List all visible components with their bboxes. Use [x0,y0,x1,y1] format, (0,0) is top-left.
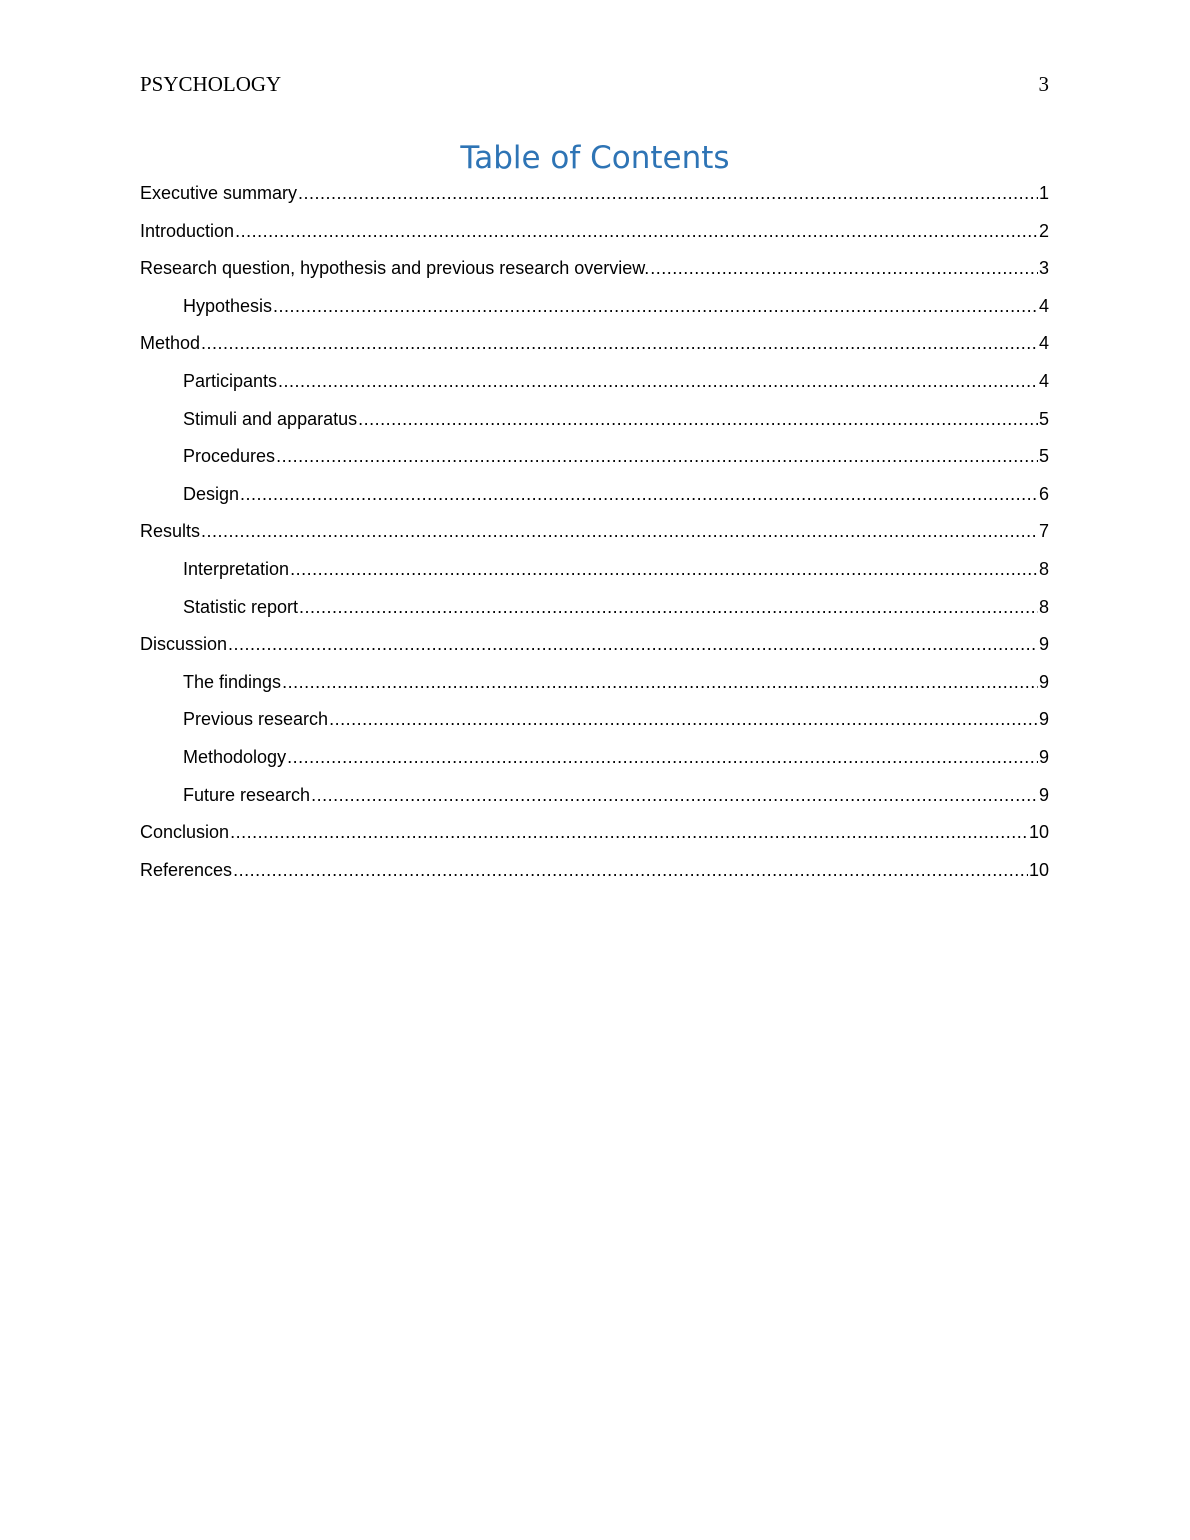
toc-entry-page: 4 [1038,370,1049,391]
dot-leader [287,742,1038,772]
dot-leader [650,253,1038,283]
toc-entry-label: Procedures [183,446,276,467]
table-of-contents [140,178,1049,892]
toc-entry-conclusion[interactable] [140,817,1049,855]
dot-leader [298,178,1038,208]
dot-leader [299,592,1038,622]
dot-leader [230,817,1028,847]
toc-entry-page: 2 [1038,220,1049,241]
toc-entry-label: Participants [183,370,278,391]
running-head-title: PSYCHOLOGY [140,72,282,96]
toc-entry-page: 4 [1038,333,1049,354]
toc-entry-procedures[interactable] [140,441,1049,479]
dot-leader [290,554,1038,584]
toc-entry-executive-summary[interactable] [140,178,1049,216]
toc-entry-participants[interactable] [140,366,1049,404]
toc-entry-page: 7 [1038,521,1049,542]
toc-entry-method[interactable] [140,328,1049,366]
toc-entry-page: 8 [1038,558,1049,579]
toc-entry-label: Methodology [183,746,287,767]
dot-leader [201,516,1038,546]
toc-entry-page: 9 [1038,784,1049,805]
toc-entry-label: Hypothesis [183,295,273,316]
dot-leader [233,855,1028,885]
toc-entry-label: Stimuli and apparatus [183,408,358,429]
toc-entry-label: Introduction [140,220,235,241]
toc-entry-page: 4 [1038,295,1049,316]
toc-entry-page: 9 [1038,671,1049,692]
toc-entry-page: 8 [1038,596,1049,617]
running-head [140,70,1049,98]
toc-entry-methodology[interactable] [140,742,1049,780]
toc-title: Table of Contents [460,140,730,176]
toc-entry-label: Design [183,483,240,504]
toc-entry-label: Future research [183,784,311,805]
toc-entry-previous-research[interactable] [140,704,1049,742]
toc-entry-label: Statistic report [183,596,299,617]
toc-entry-page: 9 [1038,746,1049,767]
toc-entry-page: 9 [1038,634,1049,655]
dot-leader [311,780,1038,810]
toc-entry-label: Executive summary [140,183,298,203]
dot-leader [329,704,1038,734]
toc-entry-discussion[interactable] [140,629,1049,667]
dot-leader [282,667,1038,697]
toc-entry-research-question[interactable] [140,253,1049,291]
dot-leader [278,366,1038,396]
dot-leader [228,629,1038,659]
dot-leader [358,404,1038,434]
toc-entry-results[interactable] [140,516,1049,554]
toc-entry-page: 1 [1038,183,1049,203]
toc-entry-label: Method [140,333,201,354]
toc-entry-label: Conclusion [140,822,230,843]
toc-entry-page: 9 [1038,709,1049,730]
toc-entry-references[interactable] [140,855,1049,893]
toc-entry-label: Discussion [140,634,228,655]
toc-entry-introduction[interactable] [140,216,1049,254]
toc-entry-page: 10 [1028,859,1049,880]
toc-entry-label: Research question, hypothesis and previous research overview. [140,258,650,279]
toc-entry-the-findings[interactable] [140,667,1049,705]
dot-leader [276,441,1038,471]
dot-leader [273,291,1038,321]
toc-entry-statistic-report[interactable] [140,592,1049,630]
dot-leader [240,479,1038,509]
dot-leader [201,328,1038,358]
toc-entry-label: The findings [183,671,282,692]
toc-entry-page: 5 [1038,408,1049,429]
toc-entry-design[interactable] [140,479,1049,517]
page-number: 3 [1038,72,1049,96]
toc-entry-hypothesis[interactable] [140,291,1049,329]
toc-entry-page: 3 [1038,258,1049,279]
toc-entry-page: 6 [1038,483,1049,504]
toc-entry-label: References [140,859,233,880]
toc-entry-interpretation[interactable] [140,554,1049,592]
dot-leader [235,216,1038,246]
toc-entry-future-research[interactable] [140,780,1049,818]
toc-entry-page: 10 [1028,822,1049,843]
toc-entry-label: Previous research [183,709,329,730]
toc-entry-page: 5 [1038,446,1049,467]
toc-entry-label: Interpretation [183,558,290,579]
toc-entry-stimuli-and-apparatus[interactable] [140,404,1049,442]
toc-entry-label: Results [140,521,201,542]
